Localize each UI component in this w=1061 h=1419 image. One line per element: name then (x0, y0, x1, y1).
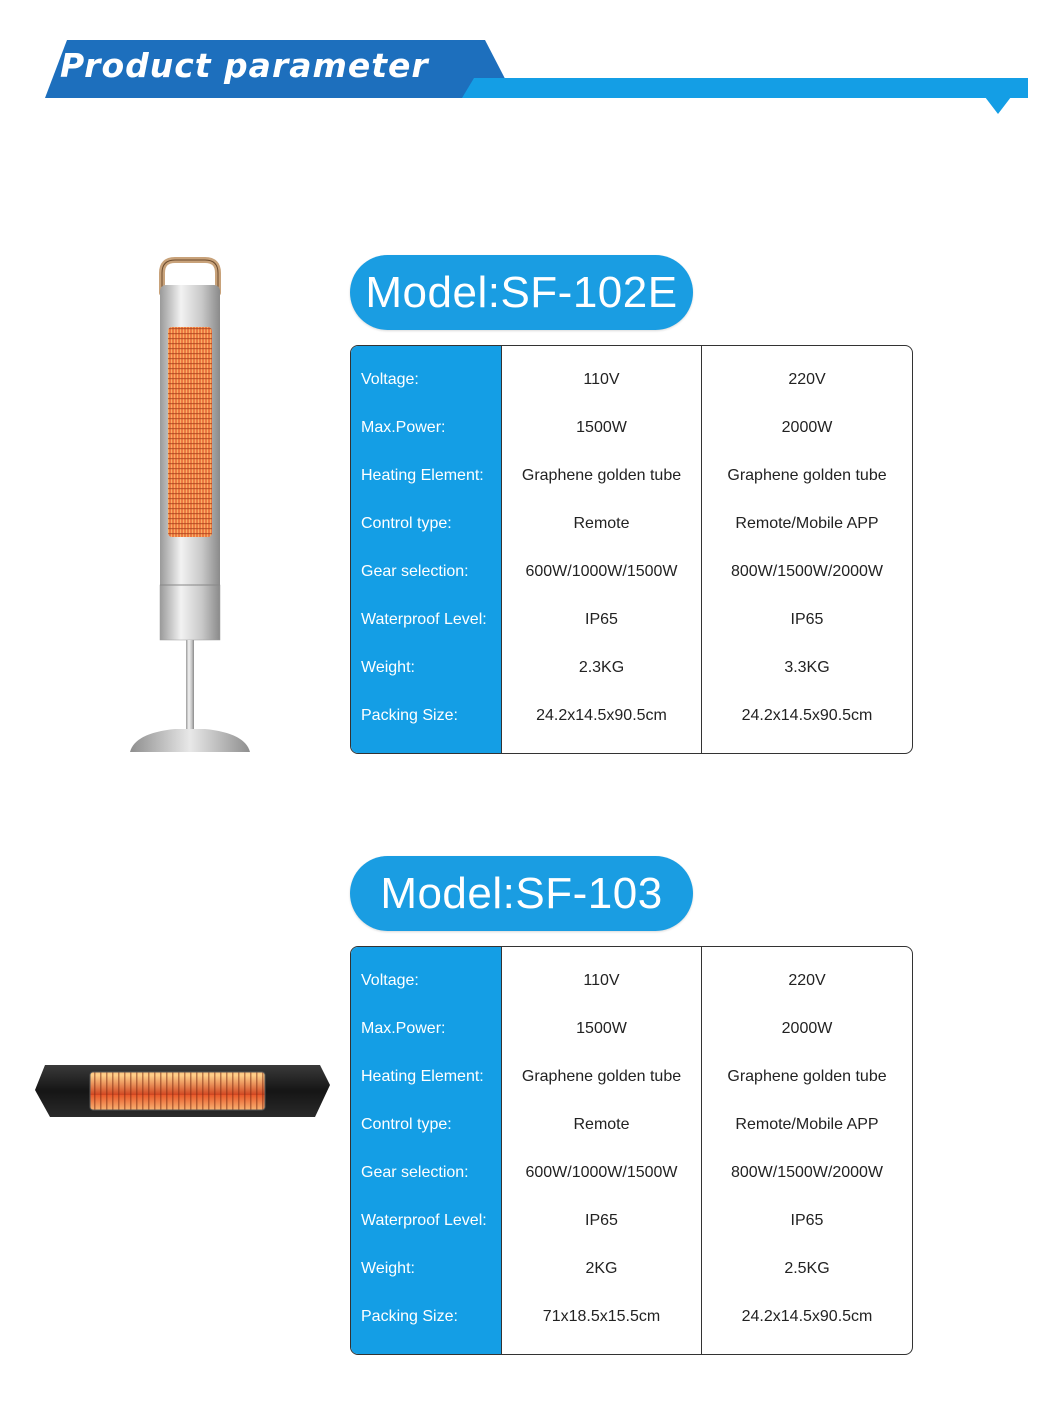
spec-labels-column (351, 947, 502, 1354)
spec-value: 600W/1000W/1500W (525, 563, 678, 580)
wall-heater-image (30, 1055, 335, 1130)
spec-value: Graphene golden tube (727, 1068, 887, 1085)
spec-value: 2.3KG (578, 659, 625, 676)
spec-label: Heating Element: (361, 1068, 484, 1085)
spec-values-110v-column (502, 947, 702, 1354)
spec-value: IP65 (585, 611, 618, 628)
spec-table (350, 946, 913, 1355)
spec-value: 2000W (781, 419, 833, 436)
spec-label: Packing Size: (361, 1308, 458, 1325)
spec-value: IP65 (790, 1212, 824, 1229)
spec-label: Control type: (361, 1116, 452, 1133)
spec-value: Remote/Mobile APP (735, 1116, 879, 1133)
spec-value: 110V (583, 972, 620, 989)
spec-value: Remote (573, 1116, 630, 1133)
spec-labels-column (351, 346, 502, 753)
header-banner (0, 0, 1061, 130)
model-title-badge: Model:SF-103 (350, 856, 693, 931)
spec-values-220v-column (702, 947, 912, 1354)
spec-label: Gear selection: (361, 1164, 469, 1181)
spec-label: Voltage: (361, 371, 419, 388)
spec-label: Control type: (361, 515, 452, 532)
spec-value: 71x18.5x15.5cm (542, 1308, 661, 1325)
spec-value: 110V (583, 371, 620, 388)
spec-value: Remote/Mobile APP (735, 515, 879, 532)
spec-value: Graphene golden tube (521, 467, 682, 484)
spec-label: Max.Power: (361, 1020, 446, 1037)
spec-value: 3.3KG (784, 659, 830, 676)
spec-values-110v-column (502, 346, 702, 753)
spec-label: Heating Element: (361, 467, 484, 484)
banner-light-band (462, 78, 1028, 98)
banner-arrow-icon (985, 97, 1011, 114)
spec-label: Waterproof Level: (361, 1212, 487, 1229)
spec-label: Weight: (361, 1260, 415, 1277)
spec-values-220v-column (702, 346, 912, 753)
spec-value: Remote (573, 515, 630, 532)
spec-value: IP65 (790, 611, 824, 628)
spec-label: Max.Power: (361, 419, 446, 436)
spec-label: Waterproof Level: (361, 611, 487, 628)
spec-value: 2KG (585, 1260, 618, 1277)
spec-label: Weight: (361, 659, 415, 676)
spec-value: 2000W (781, 1020, 833, 1037)
spec-value: 600W/1000W/1500W (525, 1164, 678, 1181)
spec-label: Packing Size: (361, 707, 458, 724)
spec-value: Graphene golden tube (727, 467, 887, 484)
model-title-badge: Model:SF-102E (350, 255, 693, 330)
spec-label: Gear selection: (361, 563, 469, 580)
page-title: Product parameter (60, 46, 429, 85)
spec-value: IP65 (585, 1212, 618, 1229)
spec-value: 2.5KG (784, 1260, 830, 1277)
spec-value: 220V (788, 371, 826, 388)
spec-value: Graphene golden tube (521, 1068, 682, 1085)
spec-value: 220V (788, 972, 826, 989)
spec-table (350, 345, 913, 754)
spec-value: 1500W (576, 419, 627, 436)
spec-value: 1500W (576, 1020, 627, 1037)
spec-value: 24.2x14.5x90.5cm (741, 707, 873, 724)
spec-value: 24.2x14.5x90.5cm (536, 707, 667, 724)
spec-value: 800W/1500W/2000W (730, 563, 884, 580)
spec-value: 800W/1500W/2000W (730, 1164, 884, 1181)
spec-label: Voltage: (361, 972, 419, 989)
spec-value: 24.2x14.5x90.5cm (741, 1308, 873, 1325)
tower-heater-image (125, 255, 255, 757)
